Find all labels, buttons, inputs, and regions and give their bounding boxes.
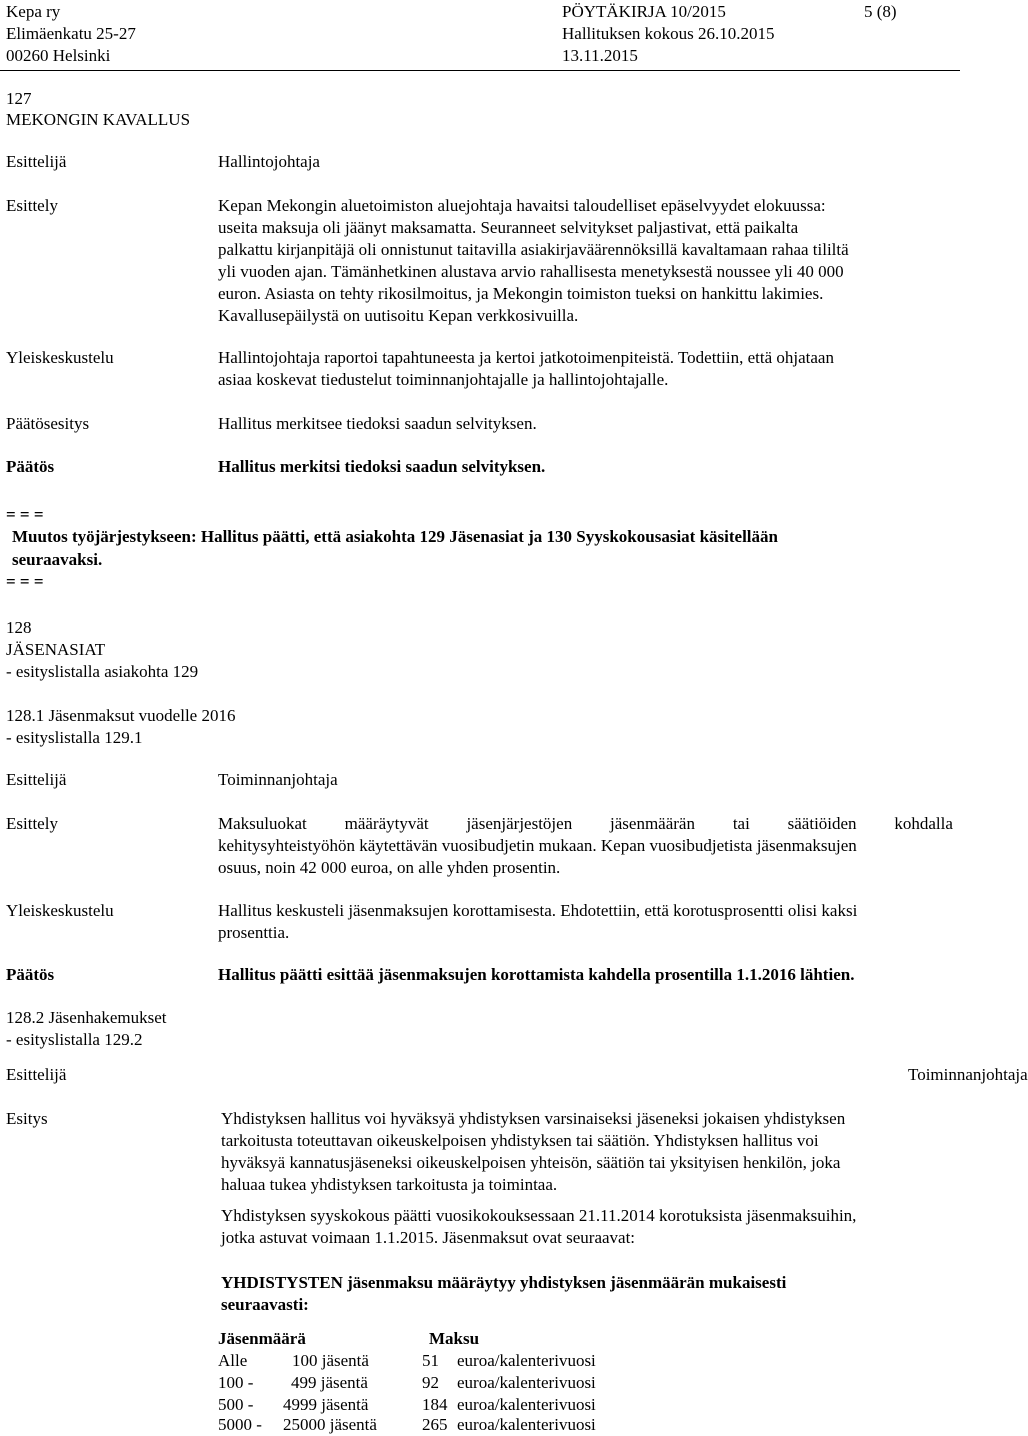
text-line: Yhdistyksen hallitus voi hyväksyä yhdistyksen varsinaiseksi jäseneksi jokaisen yhdistyksen xyxy=(221,1109,846,1128)
text-line: Hallintojohtaja raportoi tapahtuneesta ja kertoi jatkotoimenpiteistä. Todettiin, että ohjataan xyxy=(218,348,834,367)
fee-table-cell: 5000 - xyxy=(218,1415,262,1434)
row-label-discussion: Yleiskeskustelu xyxy=(6,348,114,367)
fee-decision-paragraph xyxy=(221,1205,856,1249)
subitem-title: 128.2 Jäsenhakemukset xyxy=(6,1008,167,1027)
fee-table-cell: 100 jäsentä xyxy=(292,1351,369,1370)
presenter-value: Toiminnanjohtaja xyxy=(218,770,338,789)
text-line: Kavallusepäilystä on uutisoitu Kepan verkkosivuilla. xyxy=(218,306,579,325)
org-postal: 00260 Helsinki xyxy=(6,46,111,65)
row-label-discussion: Yleiskeskustelu xyxy=(6,901,114,920)
item-number: 127 xyxy=(6,89,32,108)
item-title: MEKONGIN KAVALLUS xyxy=(6,110,191,129)
text-line: prosenttia. xyxy=(218,923,290,942)
fee-table-cell: 4999 jäsentä xyxy=(283,1395,369,1414)
row-label-presenter: Esittelijä xyxy=(6,1065,67,1084)
document-type: PÖYTÄKIRJA 10/2015 xyxy=(562,2,726,21)
subitem-subtitle: - esityslistalla 129.2 xyxy=(6,1030,143,1049)
text-line: palkattu kirjanpitäjä oli onnistunut taitavilla asiakirjaväärennöksillä kavaltamaan rahaa tililtä xyxy=(218,240,849,259)
fee-table-cell: 25000 jäsentä xyxy=(283,1415,377,1434)
text-line: tarkoitusta toteuttavan oikeuskelpoisen yhdistyksen tai säätiön. Yhdistyksen hallitus voi xyxy=(221,1131,819,1150)
agenda-change-line: Muutos työjärjestykseen: Hallitus päätti, että asiakohta 129 Jäsenasiat ja 130 Syyskokousasiat käsitellään xyxy=(12,527,778,546)
item-subtitle: - esityslistalla asiakohta 129 xyxy=(6,662,199,681)
fee-table-header-fee: Maksu xyxy=(429,1329,480,1348)
org-name: Kepa ry xyxy=(6,2,61,21)
presentation-text xyxy=(218,813,953,879)
discussion-text xyxy=(218,347,834,391)
text-line: Yhdistyksen syyskokous päätti vuosikokouksessaan 21.11.2014 korotuksista jäsenmaksuihin, xyxy=(221,1206,857,1225)
decision-text: Hallitus merkitsi tiedoksi saadun selvityksen. xyxy=(218,457,546,476)
fee-table-cell: euroa/kalenterivuosi xyxy=(457,1395,596,1414)
separator: = = = xyxy=(6,505,44,524)
text-line: useita maksuja oli jäänyt maksamatta. Seuranneet selvitykset paljastivat, että paikalta xyxy=(218,218,799,237)
fee-table-cell: Alle xyxy=(218,1351,248,1370)
subitem-subtitle: - esityslistalla 129.1 xyxy=(6,728,143,747)
word: kohdalla xyxy=(894,814,953,833)
fee-table-cell: 100 - xyxy=(218,1373,254,1392)
text-line: euron. Asiasta on tehty rikosilmoitus, ja Mekongin toimiston tueksi on hankittu lakimies. xyxy=(218,284,824,303)
item-title: JÄSENASIAT xyxy=(6,640,106,659)
row-label-proposal: Päätösesitys xyxy=(6,414,90,433)
page-number: 5 (8) xyxy=(864,2,897,21)
item-number: 128 xyxy=(6,618,32,637)
presenter-value: Hallintojohtaja xyxy=(218,152,320,171)
fee-table-cell: euroa/kalenterivuosi xyxy=(457,1415,596,1434)
document-date: 13.11.2015 xyxy=(562,46,638,65)
fee-table-cell: 265 xyxy=(422,1415,448,1434)
fee-table-cell: 500 - xyxy=(218,1395,254,1414)
fees-heading xyxy=(221,1272,786,1316)
word: tai xyxy=(732,814,750,833)
proposal-text: Hallitus merkitsee tiedoksi saadun selvityksen. xyxy=(218,414,537,433)
presentation-text xyxy=(218,195,849,327)
text-line: hyväksyä kannatusjäseneksi oikeuskelpoisen yhteisön, säätiön tai yksityisen henkilön, joka xyxy=(221,1153,841,1172)
text-line: jotka astuvat voimaan 1.1.2015. Jäsenmaksut ovat seuraavat: xyxy=(221,1228,636,1247)
word: jäsenjärjestöjen xyxy=(466,814,573,833)
fee-table-cell: euroa/kalenterivuosi xyxy=(457,1373,596,1392)
text-line: haluaa tukea yhdistyksen tarkoitusta ja toimintaa. xyxy=(221,1175,558,1194)
presenter-value: Toiminnanjohtaja xyxy=(908,1065,1028,1084)
separator: = = = xyxy=(6,572,44,591)
word: määräytyvät xyxy=(344,814,429,833)
text-line: Kepan Mekongin aluetoimiston aluejohtaja havaitsi taloudelliset epäselvyydet elokuussa: xyxy=(218,196,826,215)
fee-table-cell: 92 xyxy=(422,1373,439,1392)
fee-table-header-members: Jäsenmäärä xyxy=(218,1329,306,1348)
text-line xyxy=(218,813,953,835)
subitem-title: 128.1 Jäsenmaksut vuodelle 2016 xyxy=(6,706,236,725)
fee-table-cell: euroa/kalenterivuosi xyxy=(457,1351,596,1370)
text-line: YHDISTYSTEN jäsenmaksu määräytyy yhdistyksen jäsenmäärän mukaisesti xyxy=(221,1273,787,1292)
row-label-presenter: Esittelijä xyxy=(6,152,67,171)
decision-text: Hallitus päätti esittää jäsenmaksujen korottamista kahdella prosentilla 1.1.2016 lähtien. xyxy=(218,965,855,984)
fee-table-cell: 499 jäsentä xyxy=(291,1373,368,1392)
row-label-decision: Päätös xyxy=(6,965,55,984)
org-address: Elimäenkatu 25-27 xyxy=(6,24,136,43)
discussion-text xyxy=(218,900,857,944)
text-line: seuraavasti: xyxy=(221,1295,309,1314)
proposal-paragraph xyxy=(221,1108,845,1196)
meeting-title: Hallituksen kokous 26.10.2015 xyxy=(562,24,775,43)
fee-table-cell: 184 xyxy=(422,1395,448,1414)
row-label-decision: Päätös xyxy=(6,457,55,476)
row-label-presenter: Esittelijä xyxy=(6,770,67,789)
text-line: osuus, noin 42 000 euroa, on alle yhden prosentin. xyxy=(218,858,561,877)
agenda-change-line: seuraavaksi. xyxy=(12,550,103,569)
text-line: asiaa koskevat tiedustelut toiminnanjohtajalle ja hallintojohtajalle. xyxy=(218,370,669,389)
row-label-proposal: Esitys xyxy=(6,1109,48,1128)
text-line: Hallitus keskusteli jäsenmaksujen korottamisesta. Ehdotettiin, että korotusprosentti olisi kaksi xyxy=(218,901,858,920)
word: säätiöiden xyxy=(787,814,857,833)
text-line: kehitysyhteistyöhön käytettävän vuosibudjetin mukaan. Kepan vuosibudjetista jäsenmaksujen xyxy=(218,836,857,855)
row-label-presentation: Esittely xyxy=(6,814,58,833)
header-divider xyxy=(0,70,960,71)
row-label-presentation: Esittely xyxy=(6,196,58,215)
word: Maksuluokat xyxy=(218,814,307,833)
word: jäsenmäärän xyxy=(610,814,695,833)
text-line: yli vuoden ajan. Tämänhetkinen alustava arvio rahallisesta menetyksestä noussee yli 40 000 xyxy=(218,262,844,281)
fee-table-cell: 51 xyxy=(422,1351,439,1370)
